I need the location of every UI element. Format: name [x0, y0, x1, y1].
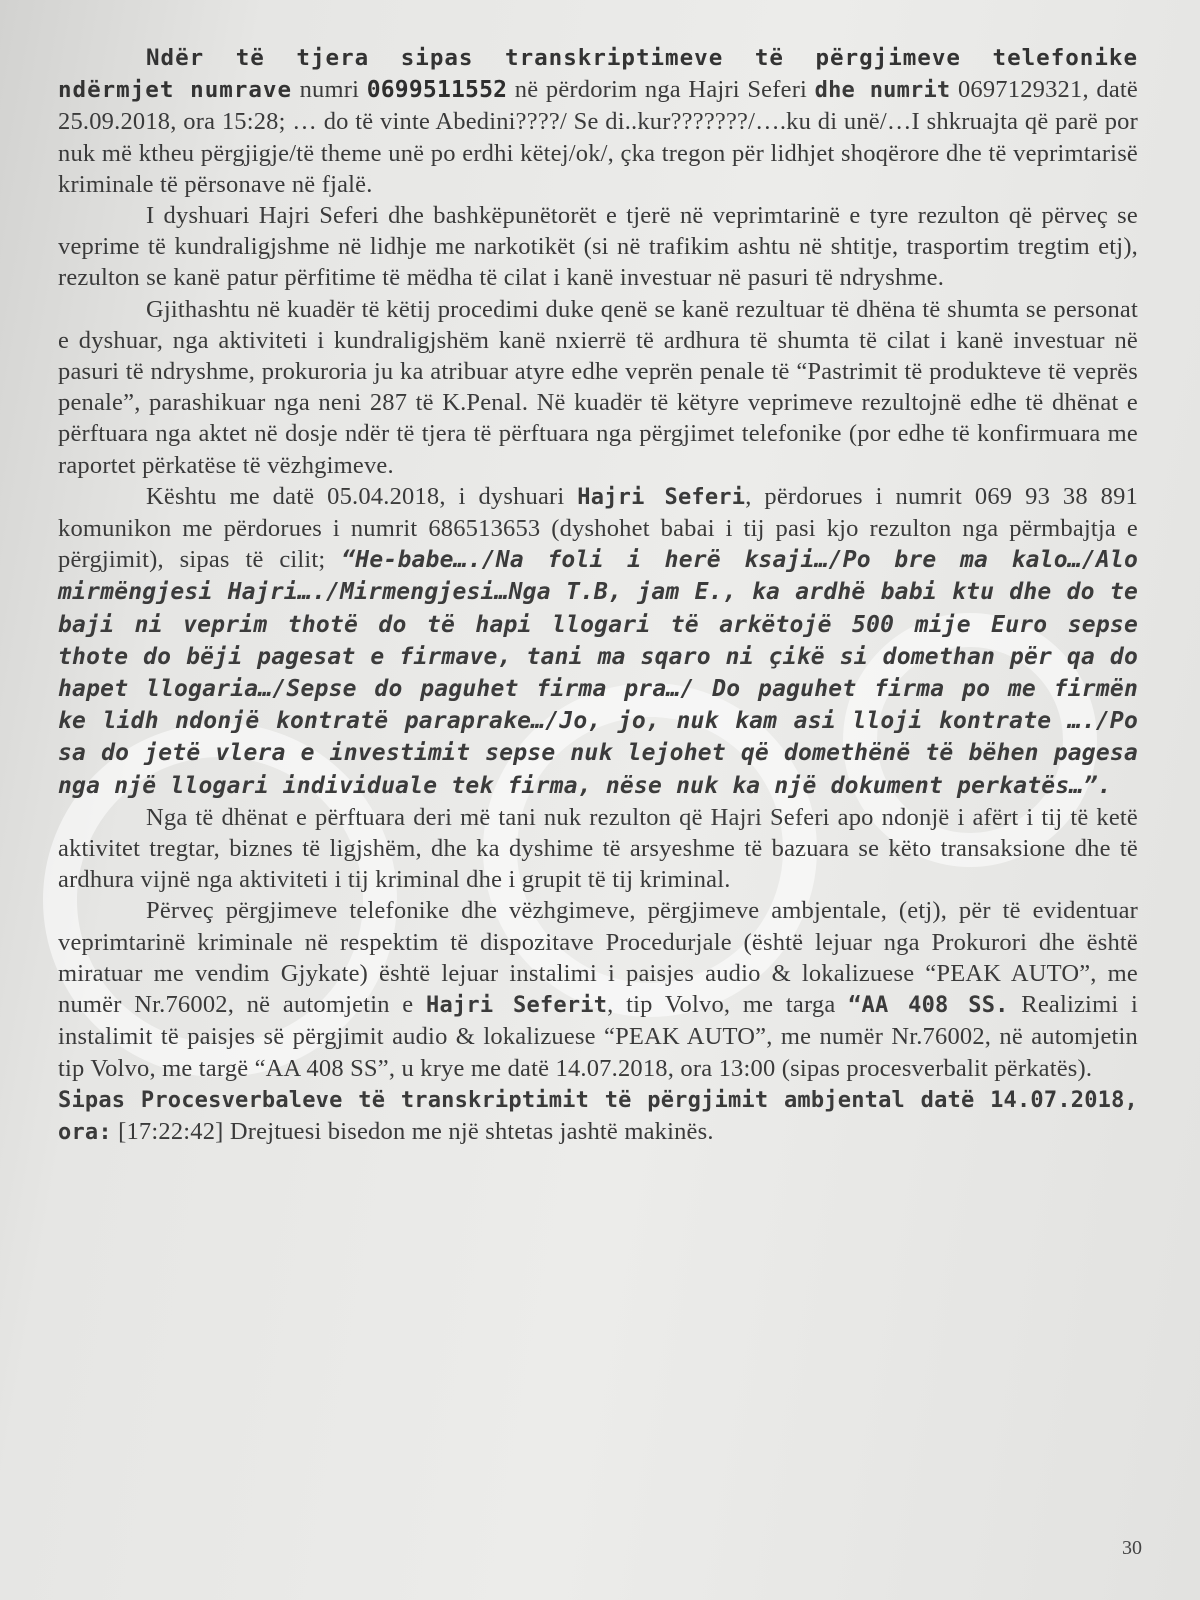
paragraph-4: [58, 481, 1138, 802]
paragraph-4-text-b: , përdorues i numrit 069 93 38 891 komunikon me përdorues i numrit 686513653 (dyshohet babai i tij pasi kjo rezulton nga përmbajtja e përgjimit), sipas të cilit;: [58, 482, 1138, 574]
paragraph-6-text-b: , tip Volvo, me targa: [607, 991, 849, 1019]
paragraph-7: [58, 1084, 1138, 1148]
paragraph-6-text-a: Përveç përgjimeve telefonike dhe vëzhgimeve, përgjimeve ambjentale, (etj), për të evidentuar veprimtarinë kriminale në respektim të dispozitave Procedurjale (është lejuar nga Prokurori dhe është miratuar me vendim Gjykate) është lejuar instalimi i paisjes audio & lokalizuese “PEAK AUTO”, me numër Nr.76002, në automjetin e: [58, 897, 1138, 1019]
suspect-name: Hajri Seferi: [577, 484, 746, 510]
paragraph-1: [58, 42, 1138, 200]
paragraph-6-text-c: Realizimi i instalimit të paisjes së përgjimit audio & lokalizuese “PEAK AUTO”, me numër Nr.76002, në automjetin tip Volvo, me targë “AA 408 SS”, u krye me datë 14.07.2018, ora 13:00 (sipas procesverbalit përkatës).: [58, 991, 1138, 1082]
wiretap-quote: “He-babe…./Na foli i herë ksaji…/Po bre ma kalo…/Alo mirmëngjesi Hajri…./Mirmengjesi…Nga T.B, jam E., ka ardhë babi ktu dhe do te baji ni veprim thotë do të hapi llogari të arkëtojë 500 mije Euro sepse thote do bëji pagesat e firmave, tani ma sqaro ni çikë si domethan për qa do hapet llogaria…/Sepse do paguhet firma pra…/ Do paguhet firma po me firmën ke lidh ndonjë kontratë paraprake…/Jo, jo, nuk kam asi lloji kontrate …./Po sa do jetë vlera e investimit sepse nuk lejohet që domethënë të bëhen pagesa nga një llogari individuale tek firma, nëse nuk ka një dokument perkatës…”.: [58, 547, 1139, 799]
paragraph-7-text: [17:22:42] Drejtuesi bisedon me një shtetas jashtë makinës.: [111, 1117, 714, 1145]
page-number: 30: [1122, 1537, 1142, 1559]
paragraph-2: I dyshuari Hajri Seferi dhe bashkëpunëtorët e tjerë në veprimtarinë e tyre rezulton që përveç se veprime të kundraligjshme në lidhje me narkotikët (si në trafikim ashtu në shtitje, trasportim tregtim etj), rezulton se kanë patur përfitime të mëdha të cilat i kanë investuar në pasuri të ndryshme.: [58, 202, 1138, 292]
paragraph-6: [58, 895, 1138, 1083]
suspect-name-2: Hajri Seferit: [426, 993, 608, 1019]
paragraph-1-lead: Ndër të tjera sipas transkriptimeve të përgjimeve telefonike ndërmjet numrave: [58, 45, 1138, 104]
document-body: [58, 42, 1138, 1148]
paragraph-5: Nga të dhënat e përftuara deri më tani nuk rezulton që Hajri Seferi apo ndonjë i afërt i tij të ketë aktivitet tregtar, biznes të ligjshëm, dhe ka dyshime të arsyeshme të bazuara se këto transaksione dhe të ardhura vijnë nga aktiviteti i tij kriminal dhe i grupit të tij kriminal.: [58, 803, 1138, 894]
paragraph-1-text-a: numri: [292, 76, 367, 104]
paragraph-1-text-c: 0697129321, datë 25.09.2018, ora 15:28; … do të vinte Abedini????/ Se di..kur???????/….ku di unë/…I shkruajta që parë por nuk më ktheu përgjigje/të theme unë po erdhi këtej/ok/, çka tregon për lidhjet shoqërore dhe të veprimtarisë kriminale të përsonave në fjalë.: [58, 76, 1138, 198]
paragraph-1-and: dhe numrit: [814, 78, 951, 104]
license-plate: “AA 408 SS.: [848, 993, 1009, 1019]
paragraph-7-lead: Sipas Procesverbaleve të transkriptimit të përgjimit ambjental datë 14.07.2018, ora:: [58, 1087, 1138, 1145]
phone-number-highlight: 0699511552: [366, 77, 508, 104]
paragraph-3: Gjithashtu në kuadër të këtij procedimi duke qenë se kanë rezultuar të dhëna të shumta se personat e dyshuar, nga aktiviteti i kundraligjshëm kanë nxierrë të ardhura të shumta të cilat i kanë investuar në pasuri të ndryshme, prokuroria ju ka atribuar atyre edhe veprën penale të “Pastrimit të produkteve të veprës penale”, parashikuar nga neni 287 të K.Penal. Në kuadër të këtyre veprimeve rezultojnë edhe të dhënat e përftuara nga aktet në dosje ndër të tjera të përftuara nga përgjimet telefonike (por edhe të konfirmuara me raportet përkatëse të vëzhgimeve.: [58, 295, 1138, 479]
paragraph-4-text-a: Kështu me datë 05.04.2018, i dyshuari: [146, 482, 578, 510]
paragraph-1-text-b: në përdorim nga Hajri Seferi: [507, 76, 815, 104]
